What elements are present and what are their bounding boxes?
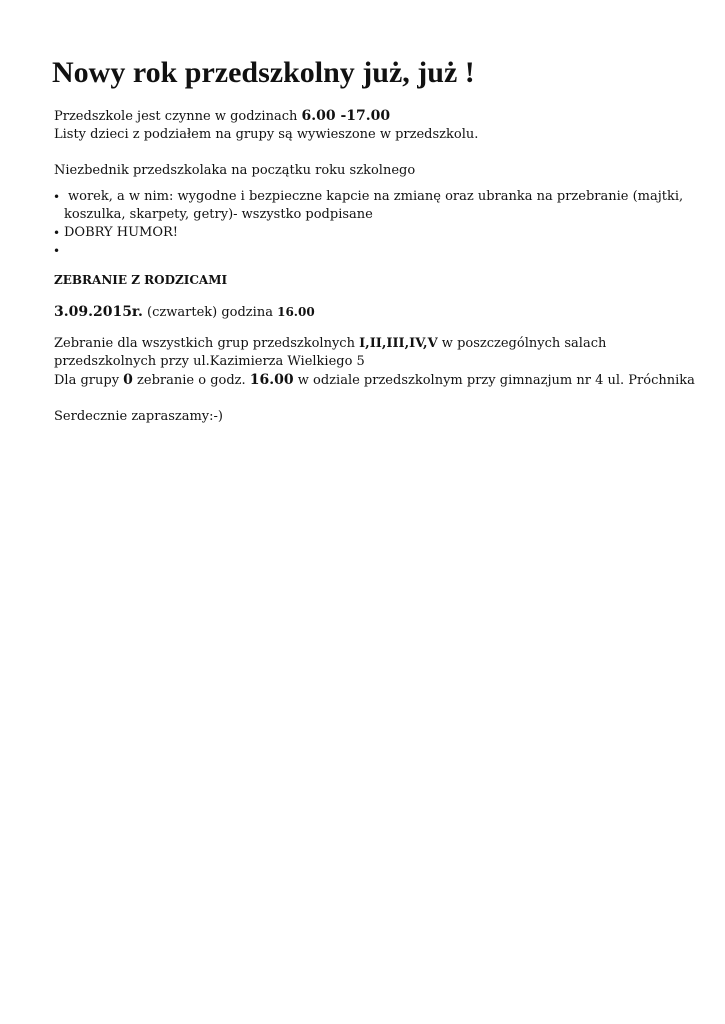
meeting-group0-text2: zebranie o godz. [132,373,250,388]
bullet-icon: • [53,190,61,204]
lists-note: Listy dzieci z podziałem na grupy są wywieszone w przedszkolu. [54,127,479,142]
hours-value: 6.00 -17.00 [301,108,391,124]
meeting-heading: ZEBRANIE Z RODZICAMI [54,273,228,287]
list-item [54,242,684,260]
list-item [54,188,684,224]
meeting-group0-number: 0 [123,372,133,388]
meeting-group0-text3: w odziale przedszkolnym przy gimnazjum nr 4 ul. Próchnika [293,373,695,388]
meeting-group0-time: 16.00 [249,372,294,388]
meeting-date: 3.09.2015r. [54,304,143,320]
bullet-icon: • [53,226,61,240]
meeting-group0-text1: Dla grupy [54,373,124,388]
document-body [53,107,695,426]
meeting-all-text-before: Zebranie dla wszystkich grup przedszkolnych [54,336,360,351]
closing-line: Serdecznie zapraszamy:-) [54,409,223,424]
spacer [54,144,684,162]
meeting-all-text-after: w poszczególnych salach przedszkolnych przy ul.Kazimierza Wielkiego 5 [54,336,607,369]
meeting-time: 16.00 [277,305,315,319]
meeting-all-groups [54,335,684,371]
list-item-text: worek, a w nim: wygodne i bezpieczne kapcie na zmianę oraz ubranka na przebranie (majtki, koszulka, skarpety, getry)- wszystko podpisane [64,189,684,222]
list-item [54,224,684,242]
meeting-all-groups-list: I,II,III,IV,V [359,336,438,351]
hours-line [54,107,684,126]
meeting-weekday: (czwartek) godzina [147,305,273,320]
meeting-group0-line [54,371,695,390]
meeting-date-line [54,303,684,322]
essentials-heading: Niezbednik przedszkolaka na początku roku szkolnego [54,163,416,178]
hours-text: Przedszkole jest czynne w godzinach [54,109,302,124]
bullet-icon: • [53,244,61,258]
spacer [54,390,684,408]
essentials-list [54,188,684,260]
list-item-text: DOBRY HUMOR! [64,225,179,240]
page-title: Nowy rok przedszkolny już, już ! [52,56,475,89]
